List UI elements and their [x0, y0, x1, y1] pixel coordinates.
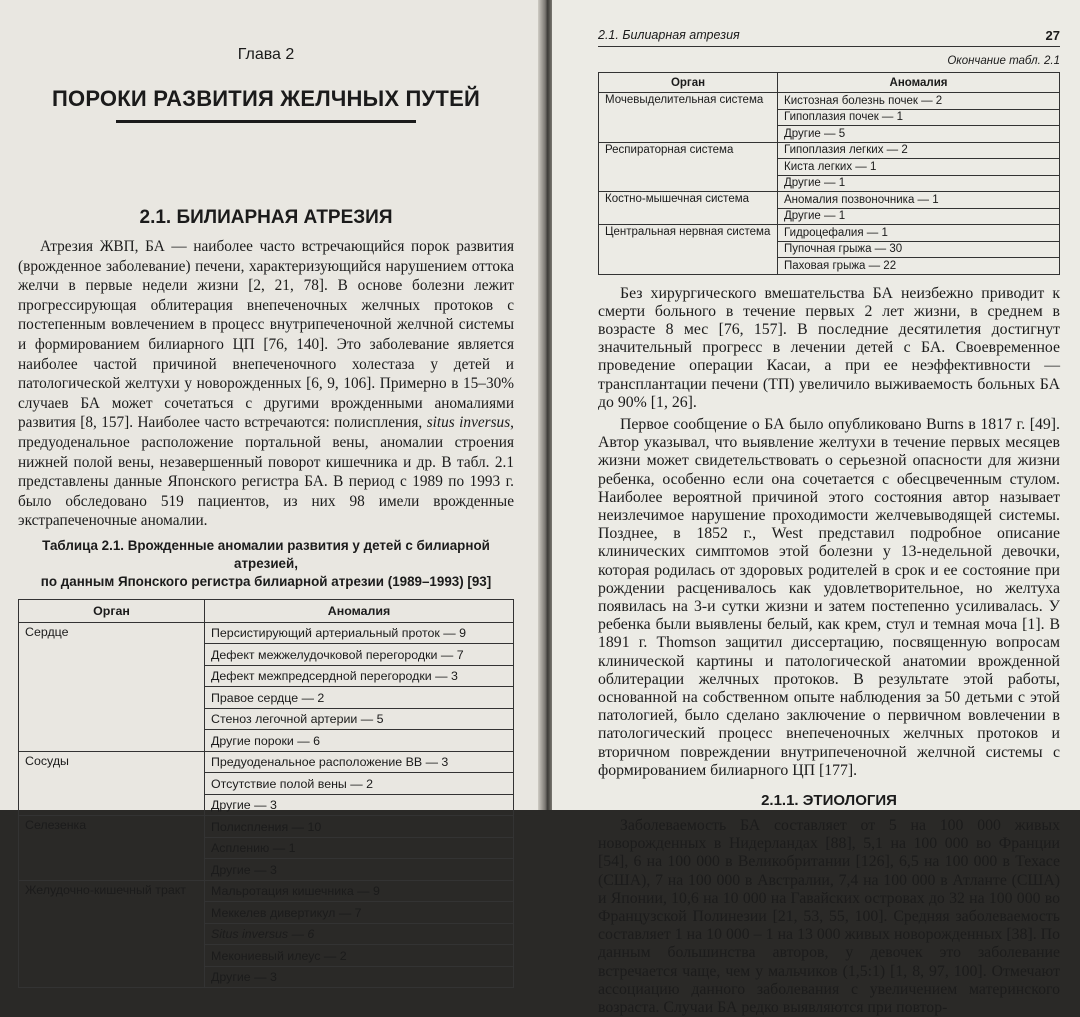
organ-cell: Сердце [19, 622, 205, 751]
anomaly-cell: Другие — 3 [205, 859, 514, 881]
table-row [599, 192, 1060, 209]
column-header-organ: Орган [599, 73, 778, 93]
page-number: 27 [1045, 28, 1060, 43]
table-caption-line1: Таблица 2.1. Врожденные аномалии развития у детей с билиарной атрезией, [42, 537, 490, 571]
chapter-label: Глава 2 [237, 46, 295, 63]
anomaly-cell: Другие — 3 [205, 794, 514, 816]
anomaly-cell: Пупочная грыжа — 30 [778, 241, 1060, 258]
organ-cell: Селезенка [19, 816, 205, 881]
table-header-row [19, 599, 514, 622]
anomaly-cell: Другие — 5 [778, 126, 1060, 143]
anomalies-table-continued [598, 72, 1060, 275]
table-row [599, 142, 1060, 159]
anomaly-cell: Полиспления — 10 [205, 816, 514, 838]
anomaly-cell: Другие — 3 [205, 966, 514, 988]
anomaly-cell: Правое сердце — 2 [205, 687, 514, 709]
anomaly-cell: Асплению — 1 [205, 837, 514, 859]
column-header-anomaly: Аномалия [778, 73, 1060, 93]
anomaly-cell: Меккелев дивертикул — 7 [205, 902, 514, 924]
anomaly-cell: Мекониевый илеус — 2 [205, 945, 514, 967]
table-row [19, 816, 514, 838]
anomaly-cell: Аномалия позвоночника — 1 [778, 192, 1060, 209]
column-header-organ: Орган [19, 599, 205, 622]
anomaly-cell: Situs inversus — 6 [205, 923, 514, 945]
organ-cell: Желудочно-кишечный тракт [19, 880, 205, 988]
intro-text-part2: , предуоденальное расположение портальной вены, аномалии строения нижней полой вены, незавершенный поворот кишечника и др. В табл. 2.1 представлены данные Японского регистра БА. В период с 1989 по 1993 г. было обследовано 519 пациентов, из них 98 имели врожденные экстрапеченочные аномалии. [18, 414, 514, 530]
anomaly-cell: Кистозная болезнь почек — 2 [778, 93, 1060, 110]
anomaly-cell: Стеноз легочной артерии — 5 [205, 708, 514, 730]
section-heading: 2.1. БИЛИАРНАЯ АТРЕЗИЯ [139, 207, 393, 228]
organ-cell: Сосуды [19, 751, 205, 816]
anomaly-cell: Гидроцефалия — 1 [778, 225, 1060, 242]
anomaly-cell: Киста легких — 1 [778, 159, 1060, 176]
table-row [599, 93, 1060, 110]
running-header [598, 28, 1060, 47]
table-row [19, 751, 514, 773]
chapter-title-rule [116, 120, 416, 123]
table-caption-line2: по данным Японского регистра билиарной атрезии (1989–1993) [93] [40, 573, 492, 589]
anomaly-cell: Отсутствие полой вены — 2 [205, 773, 514, 795]
anomaly-cell: Другие — 1 [778, 175, 1060, 192]
anomalies-table [18, 599, 514, 989]
anomaly-cell: Гипоплазия почек — 1 [778, 109, 1060, 126]
table-row [19, 622, 514, 644]
intro-paragraph [18, 237, 514, 531]
anomaly-cell: Другие пороки — 6 [205, 730, 514, 752]
intro-text-part1: Атрезия ЖВП, БА — наиболее часто встречающийся порок развития (врожденное заболевание) печени, характеризующийся нарушением оттока желчи в первые недели жизни [2, 21, 78]. В основе болезни лежит прогрессирующая облитерация внепеченочных желчных протоков с постепенным вовлечением в процесс внутрипеченочной желчной системы и формированием билиарного ЦП [76, 140]. Это заболевание является наиболее частой причиной внепеченочного холестаза у детей и патологической желтухи у новорожденных [6, 9, 106]. Примерно в 15–30% случаев БА может сочетаться с другими врожденными аномалиями развития [8, 157]. Наиболее часто встречаются: полиспления, [18, 238, 514, 432]
running-title: 2.1. Билиарная атрезия [598, 28, 740, 42]
table-row [19, 880, 514, 902]
column-header-anomaly: Аномалия [205, 599, 514, 622]
left-page [0, 0, 540, 985]
anomaly-cell: Гипоплазия легких — 2 [778, 142, 1060, 159]
table-continuation-label: Окончание табл. 2.1 [947, 55, 1060, 67]
anomaly-cell: Другие — 1 [778, 208, 1060, 225]
anomaly-cell: Дефект межпредсердной перегородки — 3 [205, 665, 514, 687]
etiology-paragraph: Заболеваемость БА составляет от 5 на 100 000 живых новорожденных в Нидерландах [88], 5,1 на 100 000 во Франции [54], 6 на 100 000 в Великобритании [126], 6,5 на 100 000 в Техасе (США), 7 на 100 000 в Австралии, 7,4 на 100 000 в Атланте (США) и Японии, 10,6 на 10 000 на Гавайских островах до 32 на 100 000 во Французской Полинезии [21, 53, 55, 100]. Средняя заболеваемость составляет 1 на 10 000 – 1 на 13 000 живых новорожденных [38]. По данным большинства авторов, у девочек это заболевание встречается чаще, чем у мальчиков (1,5:1) [1, 8, 97, 100]. Отмечают ассоциацию данного заболевания с увеличением материнского возраста. Случаи БА редко выявляются при повтор- [598, 816, 1060, 1017]
subsection-heading: 2.1.1. ЭТИОЛОГИЯ [761, 791, 897, 809]
intro-text-italic: situs inversus [426, 414, 511, 432]
organ-cell: Мочевыделительная система [599, 93, 778, 143]
chapter-title: ПОРОКИ РАЗВИТИЯ ЖЕЛЧНЫХ ПУТЕЙ [52, 86, 480, 111]
anomaly-cell: Мальротация кишечника — 9 [205, 880, 514, 902]
table-caption [18, 537, 514, 591]
anomaly-cell: Паховая грыжа — 22 [778, 258, 1060, 275]
anomaly-cell: Предуоденальное расположение ВВ — 3 [205, 751, 514, 773]
organ-cell: Центральная нервная система [599, 225, 778, 275]
anomalies-table-body [19, 622, 514, 988]
anomaly-cell: Персистирующий артериальный проток — 9 [205, 622, 514, 644]
anomalies-table-continued-body [599, 93, 1060, 275]
organ-cell: Респираторная система [599, 142, 778, 192]
body-paragraph: Первое сообщение о БА было опубликовано Burns в 1817 г. [49]. Автор указывал, что выявление желтухи в течение первых месяцев жизни может свидетельствовать о серьезной опасности для жизни ребенка, особенно если она сочетается с обесцвеченным стулом. Наиболее вероятной причиной этого состояния автор называет неизлечимое нарушение проходимости желчевыводящей системы. Позднее, в 1852 г., West представил подробное описание клинических симптомов этой болезни у 13-недельной девочки, которая родилась от здоровых родителей в срок и ее состояние при рождении расценивалось как удовлетворительное, но желтуха появилась на 3-и сутки жизни и затем постепенно усиливалась. У ребенка были выявлены белый, как крем, стул и темная моча [1]. В 1891 г. Thomson защитил диссертацию, посвященную вопросам клинической картины и патологической анатомии врожденной облитерации желчных протоков. В результате этой работы, основанной на собственном опыте наблюдения за 50 детьми с этой патологией, было сделано заключение о первичном вовлечении в патологический процесс внепеченочных желчных протоков и вторичном повреждении внутрипеченочной желчной системы с формированием билиарного ЦП [177]. [598, 415, 1060, 779]
anomaly-cell: Дефект межжелудочковой перегородки — 7 [205, 644, 514, 666]
body-paragraph: Без хирургического вмешательства БА неизбежно приводит к смерти больного в течение первых 2 лет жизни, в среднем в возрасте 8 мес [76, 157]. В последние десятилетия достигнут значительный прогресс в лечении детей с БА. Своевременное проведение операции Касаи, а при ее неэффективности — трансплантации печени (ТП) увеличило выживаемость больных БА до 90% [1, 26]. [598, 284, 1060, 411]
right-page [552, 0, 1080, 1017]
table-row [599, 225, 1060, 242]
organ-cell: Костно-мышечная система [599, 192, 778, 225]
table-header-row [599, 73, 1060, 93]
